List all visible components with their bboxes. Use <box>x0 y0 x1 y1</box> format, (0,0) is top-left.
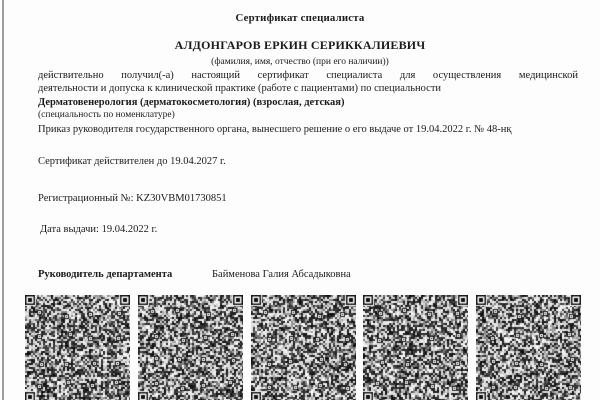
valid-until-line: Сертификат действителен до 19.04.2027 г. <box>38 156 226 167</box>
holder-name: АЛДОНГАРОВ ЕРКИН СЕРИККАЛИЕВИЧ <box>174 38 426 52</box>
body-line-1: действительно получил(-а) настоящий сертификат специалиста для осуществления медицинской <box>38 70 578 81</box>
holder-name-caption: (фамилия, имя, отчество (при его наличии)) <box>211 57 389 67</box>
issue-date-line: Дата выдачи: 19.04.2022 г. <box>40 224 158 235</box>
order-line: Приказ руководителя государственного органа, вынесшего решение о его выдаче от 19.04.2022 г. № 48-нқ <box>38 123 512 135</box>
registration-number-line: Регистрационный №: KZ30VBM01730851 <box>38 193 227 204</box>
body-line-2: деятельности и допуска к клинической практике (работе с пациентами) по специальности <box>38 83 442 95</box>
qr-code <box>25 295 130 400</box>
specialty-line: Дерматовенерология (дерматокосметология) (взрослая, детская) <box>38 96 345 108</box>
qr-code-row <box>25 295 581 400</box>
signatory-role: Руководитель департамента <box>38 269 173 280</box>
qr-code <box>363 295 468 400</box>
document-title: Сертификат специалиста <box>235 12 365 24</box>
certificate-body <box>38 69 578 136</box>
signature-row <box>38 269 578 283</box>
qr-code <box>138 295 243 400</box>
qr-code <box>251 295 356 400</box>
qr-code <box>476 295 581 400</box>
signatory-name: Байменова Галия Абсадыковна <box>212 269 351 280</box>
specialty-caption: (специальность по номенклатуре) <box>38 110 175 121</box>
